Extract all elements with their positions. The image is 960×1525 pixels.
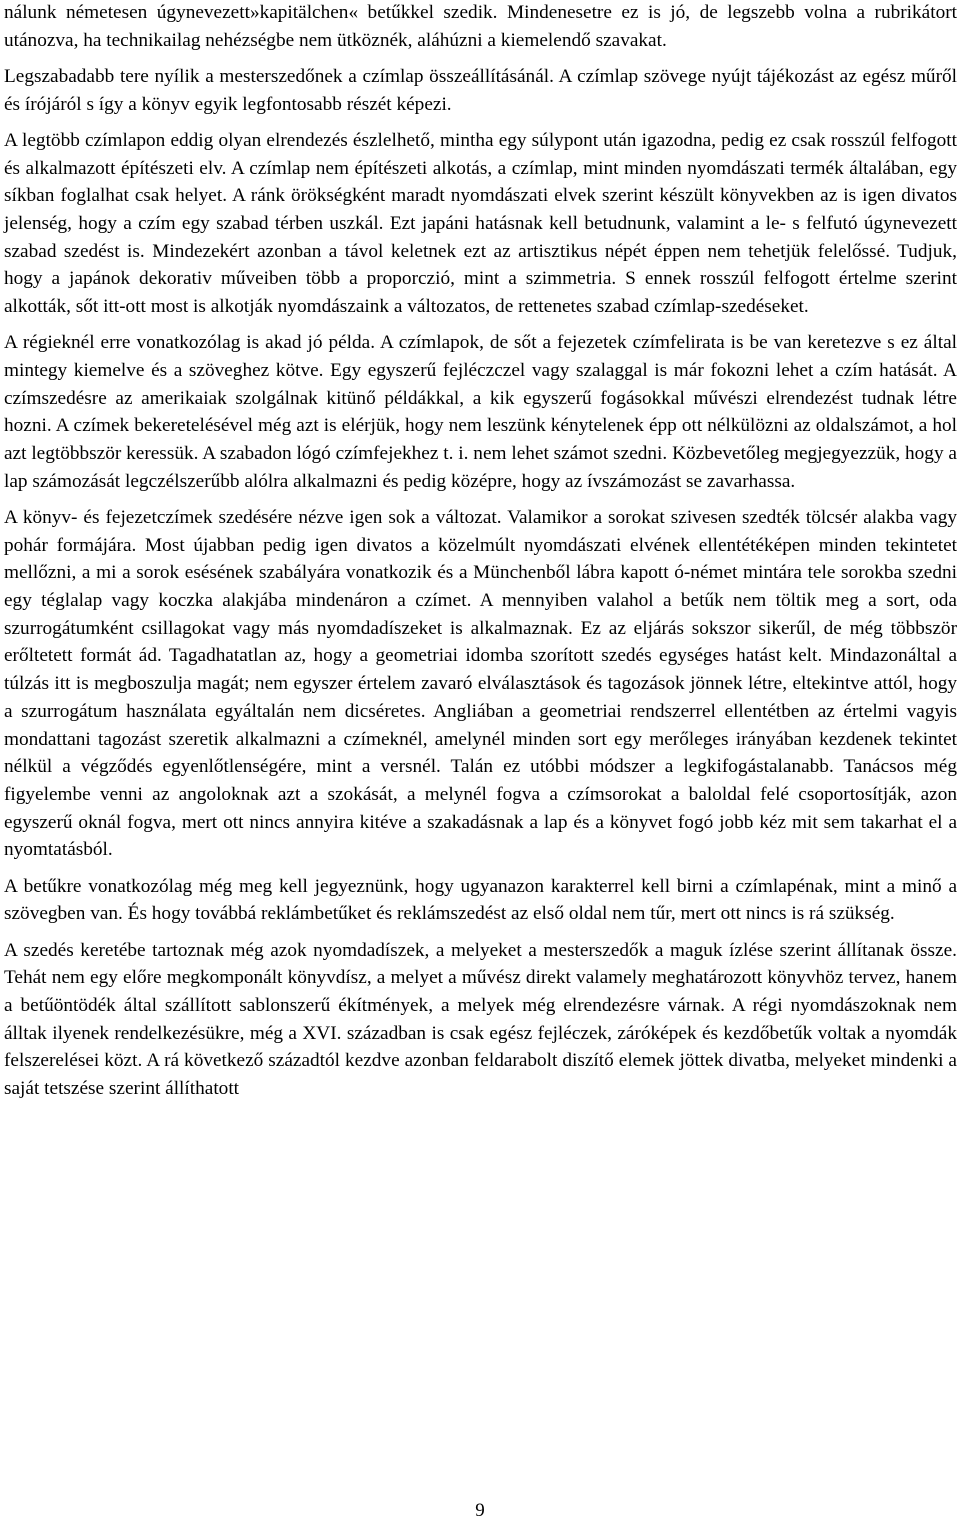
paragraph-5: A könyv- és fejezetczímek szedésére nézve igen sok a változat. Valamikor a sorokat szivesen szedték tölcsér alakba vagy pohár formájára. Most újabban pedig igen divatos a közelmúlt nyomdászati elvének ellentétéképen minden tekintetet mellőzni, a mi a sorok esésének szabályára vonatkozik és a Münchenből lábra kapott ó-német mintára tele sorokba szedni egy téglalap vagy koczka alakjába mindenáron a czímet. A mennyiben valahol a betűk nem töltik meg a sort, oda szurrogátumként csillagokat vagy más nyomdadíszeket is alkalmaznak. Ez az eljárás sokszor sikerűl, de még többször erőltetett formát ád. Tagadhatatlan az, hogy a geometriai idomba szorított szedés egységes hatást kelt. Mindazonáltal a túlzás itt is megboszulja magát; nem egyszer értelem zavaró elválasztások és tagozások jönnek létre, eltekintve attól, hogy a szurrogátum használata egyáltalán nem dicséretes. Angliában a geometriai rendszerrel ellentétben az értelmi vagyis mondattani tagozást szeretik alkalmazni a czímeknél, amelynél minden sort egy merőleges irányában kezdenek tekintet nélkül a végződés egyenlőtlenségére, mint a versnél. Talán ez utóbbi módszer a legkifogástalanabb. Tanácsos még figyelembe venni az angoloknak azt a szokását, a melynél fogva a czímsorokat a baloldal felé csoportosítják, azon egyszerű oknál fogva, mert ott nincs annyira kitéve a szakadásnak a lap és a könyvet fogó jobb kéz mit sem takarhat el a nyomtatásból. — [4, 506, 957, 861]
paragraph-1: nálunk németesen úgynevezett»kapitälchen« betűkkel szedik. Mindenesetre ez is jó, de legszebb volna a rubrikátort utánozva, ha technikailag nehézségbe nem ütköznék, aláhúzni a kiemelendő szavakat. — [4, 2, 957, 51]
paragraph-3: A legtöbb czímlapon eddig olyan elrendezés észlelhető, mintha egy súlypont után igazodna, pedig ez csak rosszúl felfogott és alkalmazott építészeti elv. A czímlap nem építészeti alkotás, a czímlap, mint minden nyomdászati termék általában, egy síkban foglalhat csak helyet. A ránk örökségként maradt nyomdászati elvek szerint készült könyvekben az is igen divatos jelenség, hogy a czím egy szabad térben uszkál. Ezt japáni hatásnak kell betudnunk, valamint a le- s felfutó úgynevezett szabad szedést is. Mindezekért azonban a távol keletnek ezt az artisztikus népét éppen nem tehetjük felelőssé. Tudjuk, hogy a japánok dekorativ műveiben több a proporczió, mint a szimmetria. S ennek rosszúl felfogott értelme szerint alkották, sőt itt-ott most is alkotják nyomdászaink a változatos, de rettenetes szabad czímlap-szedéseket. — [4, 129, 957, 318]
paragraph-2: Legszabadabb tere nyílik a mesterszedőnek a czímlap összeállításánál. A czímlap szövege nyújt tájékozást az egész műről és írójáról s így a könyv egyik legfontosabb részét képezi. — [4, 65, 957, 115]
paragraph-6: A betűkre vonatkozólag még meg kell jegyeznünk, hogy ugyanazon karakterrel kell birni a czímlapénak, mint a minő a szövegben van. És hogy továbbá reklámbetűket és reklámszedést az első oldal nem tűr, mert ott nincs is rá szükség. — [4, 875, 957, 925]
paragraph-7: A szedés keretébe tartoznak még azok nyomdadíszek, a melyeket a mesterszedők a maguk ízlése szerint állítanak össze. Tehát nem egy előre megkomponált könyvdísz, a melyet a művész direkt valamely meghatározott könyvhöz tervez, hanem a betűöntödék által szállított sablonszerű ékítmények, a melyek még elrendezésre várnak. A régi nyomdászoknak nem álltak ilyenek rendelkezésükre, még a XVI. században is csak egész fejléczek, záróképek és kezdőbetűk voltak a nyomdák felszerelései közt. A rá következő századtól kezdve azonban feldarabolt diszítő elemek jöttek divatba, melyeket mindenki a saját tetszése szerint állíthatott — [4, 939, 957, 1100]
page-number: 9 — [475, 1500, 485, 1521]
paragraph-4: A régieknél erre vonatkozólag is akad jó példa. A czímlapok, de sőt a fejezetek czímfelirata is be van keretezve s ez által mintegy kiemelve és a szöveghez kötve. Egy egyszerű fejléczczel vagy szalaggal is már fokozni lehet a czím hatását. A czímszedésre az amerikaiak szolgálnak kitünő példákkal, a kik egyszerű fogásokkal művészi elrendezést tudnak létre hozni. A czímek bekeretelésével még azt is elérjük, hogy nem leszünk kénytelenek épp ott nélkülözni az oldalszámot, a hol azt legtöbbször keressük. A szabadon lógó czímfejekhez t. i. nem lehet számot szedni. Közbevetőleg megjegyezzük, hogy a lap számozását legczélszerűbb alólra alkalmazni és pedig középre, hogy az ívszámozást se zavarhassa. — [4, 332, 957, 492]
body-text — [4, 0, 957, 1111]
